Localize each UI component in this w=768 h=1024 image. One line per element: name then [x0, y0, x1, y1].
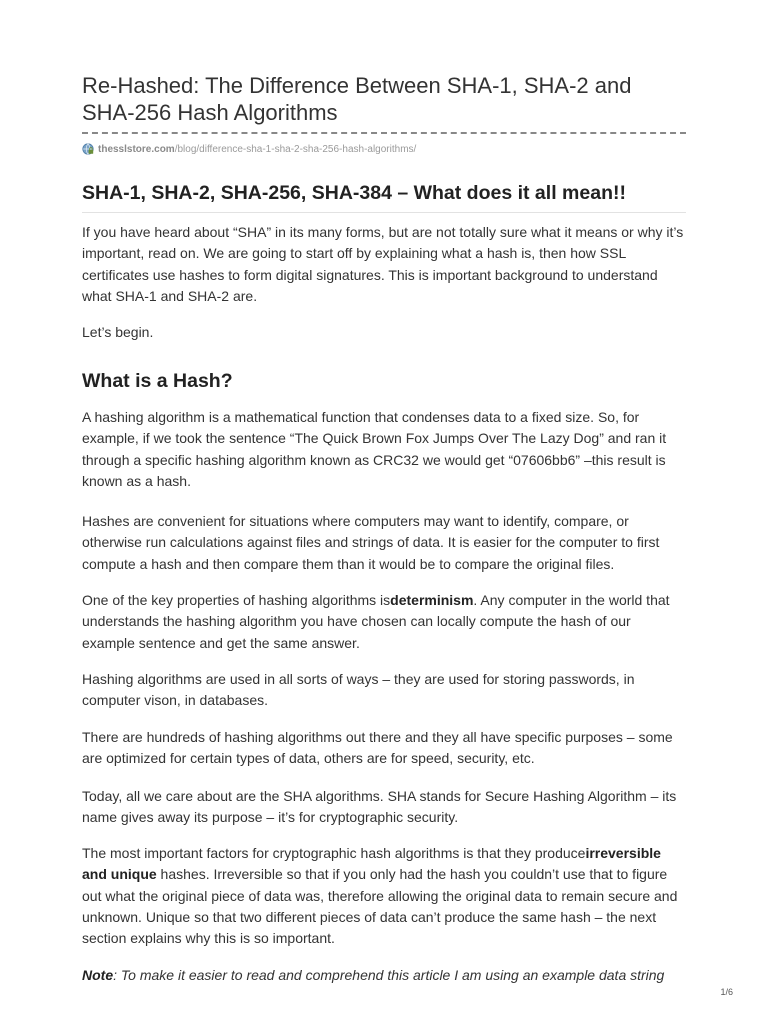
factors-text-before: The most important factors for cryptographic hash algorithms is that they produce	[82, 845, 586, 861]
term-irreversible: irreversible	[585, 845, 661, 861]
paragraph-hash-purposes: There are hundreds of hashing algorithms out there and they all have specific purposes – some are optimized for certain types of data, others are for speed, security, etc.	[82, 729, 673, 767]
section-heading-sha-overview: SHA-1, SHA-2, SHA-256, SHA-384 – What does it all mean!!	[82, 182, 626, 204]
determinism-term: determinism	[390, 592, 474, 608]
source-domain: thesslstore.com	[98, 143, 175, 155]
paragraph-sha-definition: Today, all we care about are the SHA algorithms. SHA stands for Secure Hashing Algorithm – its name gives away its purpose – it’s for cryptographic security.	[82, 788, 677, 826]
term-and-unique: and unique	[82, 866, 157, 883]
paragraph-lets-begin: Let’s begin.	[82, 324, 154, 340]
heading-divider	[82, 212, 686, 213]
source-path: /blog/difference-sha-1-sha-2-sha-256-hash-algorithms/	[174, 143, 417, 155]
determinism-text-after: . Any computer in the world that understands the hashing algorithm you have chosen can locally compute the hash of our example sentence and get the same answer.	[82, 592, 670, 651]
source-url[interactable]	[82, 141, 416, 157]
lock-globe-icon	[82, 143, 94, 155]
document-title: Re-Hashed: The Difference Between SHA-1, SHA-2 and SHA-256 Hash Algorithms	[82, 73, 632, 125]
note-text: : To make it easier to read and comprehend this article I am using an example data string	[113, 967, 665, 983]
paragraph-note	[82, 965, 686, 986]
factors-text-after: hashes. Irreversible so that if you only had the hash you couldn’t use that to figure out what the original piece of data was, therefore allowing the original data to remain secure and unknown. Unique so that two different pieces of data can’t produce the same hash – the next section explains why this is so important.	[82, 866, 678, 947]
section-heading-what-is-hash: What is a Hash?	[82, 370, 233, 392]
determinism-text-before: One of the key properties of hashing algorithms is	[82, 592, 391, 608]
page-number: 1/6	[720, 987, 733, 997]
title-dashed-divider	[82, 132, 686, 134]
paragraph-hash-uses: Hashing algorithms are used in all sorts of ways – they are used for storing passwords, in computer vison, in databases.	[82, 671, 635, 709]
paragraph-hash-convenience: Hashes are convenient for situations where computers may want to identify, compare, or otherwise run calculations against files and strings of data. It is easier for the computer to first compute a hash and then compare them than it would be to compare the original files.	[82, 513, 660, 572]
paragraph-hash-definition: A hashing algorithm is a mathematical function that condenses data to a fixed size. So, for example, if we took the sentence “The Quick Brown Fox Jumps Over The Lazy Dog” and ran it through a specific hashing algorithm known as CRC32 we would get “07606bb6” –this result is known as a hash.	[82, 409, 667, 489]
paragraph-intro: If you have heard about “SHA” in its many forms, but are not totally sure what it means or why it’s important, read on. We are going to start off by explaining what a hash is, then how SSL certificates use hashes to form digital signatures. This is important background to understand what SHA-1 and SHA-2 are.	[82, 224, 684, 304]
paragraph-irreversible-unique	[82, 843, 686, 949]
note-label: Note	[82, 967, 114, 983]
paragraph-determinism	[82, 590, 686, 654]
